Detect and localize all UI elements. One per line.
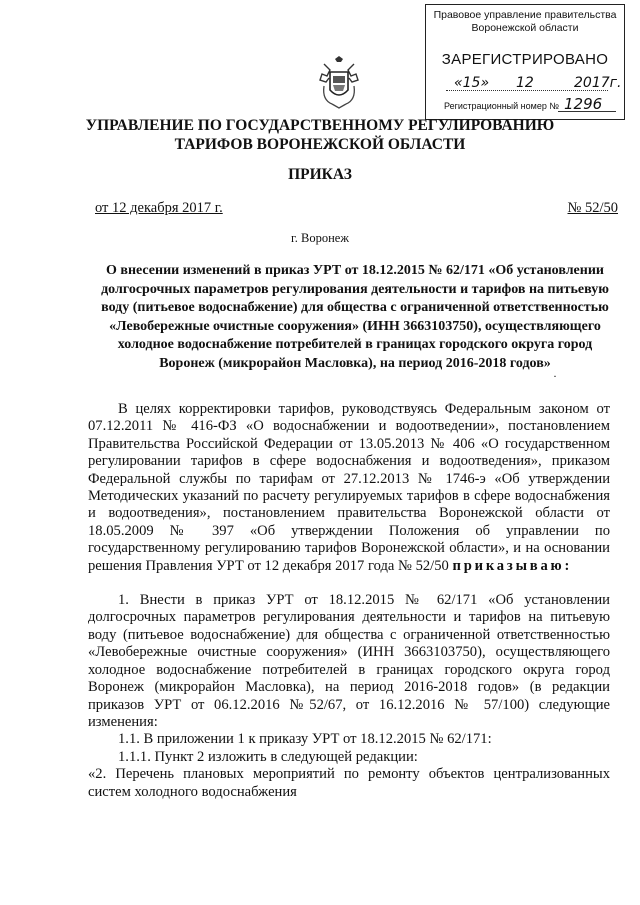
stamp-organization: Правовое управление правительства Воронежской области bbox=[433, 9, 617, 34]
stamp-date bbox=[446, 75, 622, 93]
order-number: № 52/50 bbox=[567, 200, 618, 216]
stamp-status: ЗАРЕГИСТРИРОВАНО bbox=[441, 51, 609, 68]
order-subject: О внесении изменений в приказ УРТ от 18.12.2015 № 62/171 «Об установлении долгосрочных параметров регулирования деятельности и тарифов на питьевую воду (питьевое водоснабжение) для общества с ограниченной ответственностью «Левобережные очистные сооружения» (ИНН 3663103750), осуществляющего холодное водоснабжение потребителей в границах городского округа город Воронеж (микрорайон Масловка), на период 2016-2018 годов» bbox=[101, 263, 609, 371]
stamp-reg-number: 1296 bbox=[564, 95, 603, 113]
document-type: ПРИКАЗ bbox=[288, 166, 352, 183]
stamp-day: «15» bbox=[454, 75, 490, 91]
stamp-year: 2017г. bbox=[574, 75, 622, 91]
stamp-month: 12 bbox=[516, 75, 534, 91]
order-body bbox=[88, 401, 610, 801]
preamble-paragraph: В целях корректировки тарифов, руководствуясь Федеральным законом от 07.12.2011 № 416-ФЗ «О водоснабжении и водоотведении», постановлением Правительства Российской Федерации от 13.05.2013 № 406 «О государственном регулировании тарифов в сфере водоснабжения и водоотведения», приказом Федеральной службы по тарифам от 27.12.2013 № 1746-э «Об утверждении Методических указаний по расчету регулируемых тарифов в сфере водоснабжения и водоотведения», постановлением правительства Воронежской области от 18.05.2009 № 397 «Об утверждении Положения об управлении по государственному регулированию тарифов Воронежской области», и на основании решения Правления УРТ от 12 декабря 2017 года № 52/50 приказываю: bbox=[88, 401, 610, 574]
order-date: от 12 декабря 2017 г. bbox=[95, 200, 223, 216]
item-1-1-1: 1.1.1. Пункт 2 изложить в следующей редакции: bbox=[118, 748, 418, 765]
item-1: 1. Внести в приказ УРТ от 18.12.2015 № 62/171 «Об установлении долгосрочных параметров регулирования деятельности и тарифов на питьевую воду (питьевое водоснабжение) для общества с ограниченной ответственностью «Левобережные очистные сооружения» (ИНН 3663103750), осуществляющего холодное водоснабжение потребителей в границах городского округа город Воронеж (микрорайон Масловка), на период 2016-2018 годов» (в редакции приказов УРТ от 06.12.2016 №52/67, от 16.12.2016 № 57/100) следующие изменения: bbox=[88, 592, 610, 730]
quoted-paragraph: «2. Перечень плановых мероприятий по ремонту объектов централизованных систем холодного водоснабжения bbox=[88, 766, 610, 800]
stamp-reg-label: Регистрационный номер № bbox=[444, 101, 560, 111]
order-city: г. Воронеж bbox=[291, 231, 349, 245]
item-1-1: 1.1. В приложении 1 к приказу УРТ от 18.12.2015 № 62/171: bbox=[118, 731, 492, 748]
authority-title: УПРАВЛЕНИЕ ПО ГОСУДАРСТВЕННОМУ РЕГУЛИРОВАНИЮ ТАРИФОВ ВОРОНЕЖСКОЙ ОБЛАСТИ bbox=[85, 117, 555, 153]
orders-phrase: приказываю: bbox=[452, 557, 573, 574]
registration-stamp bbox=[425, 4, 625, 120]
coat-of-arms-icon bbox=[318, 56, 360, 110]
